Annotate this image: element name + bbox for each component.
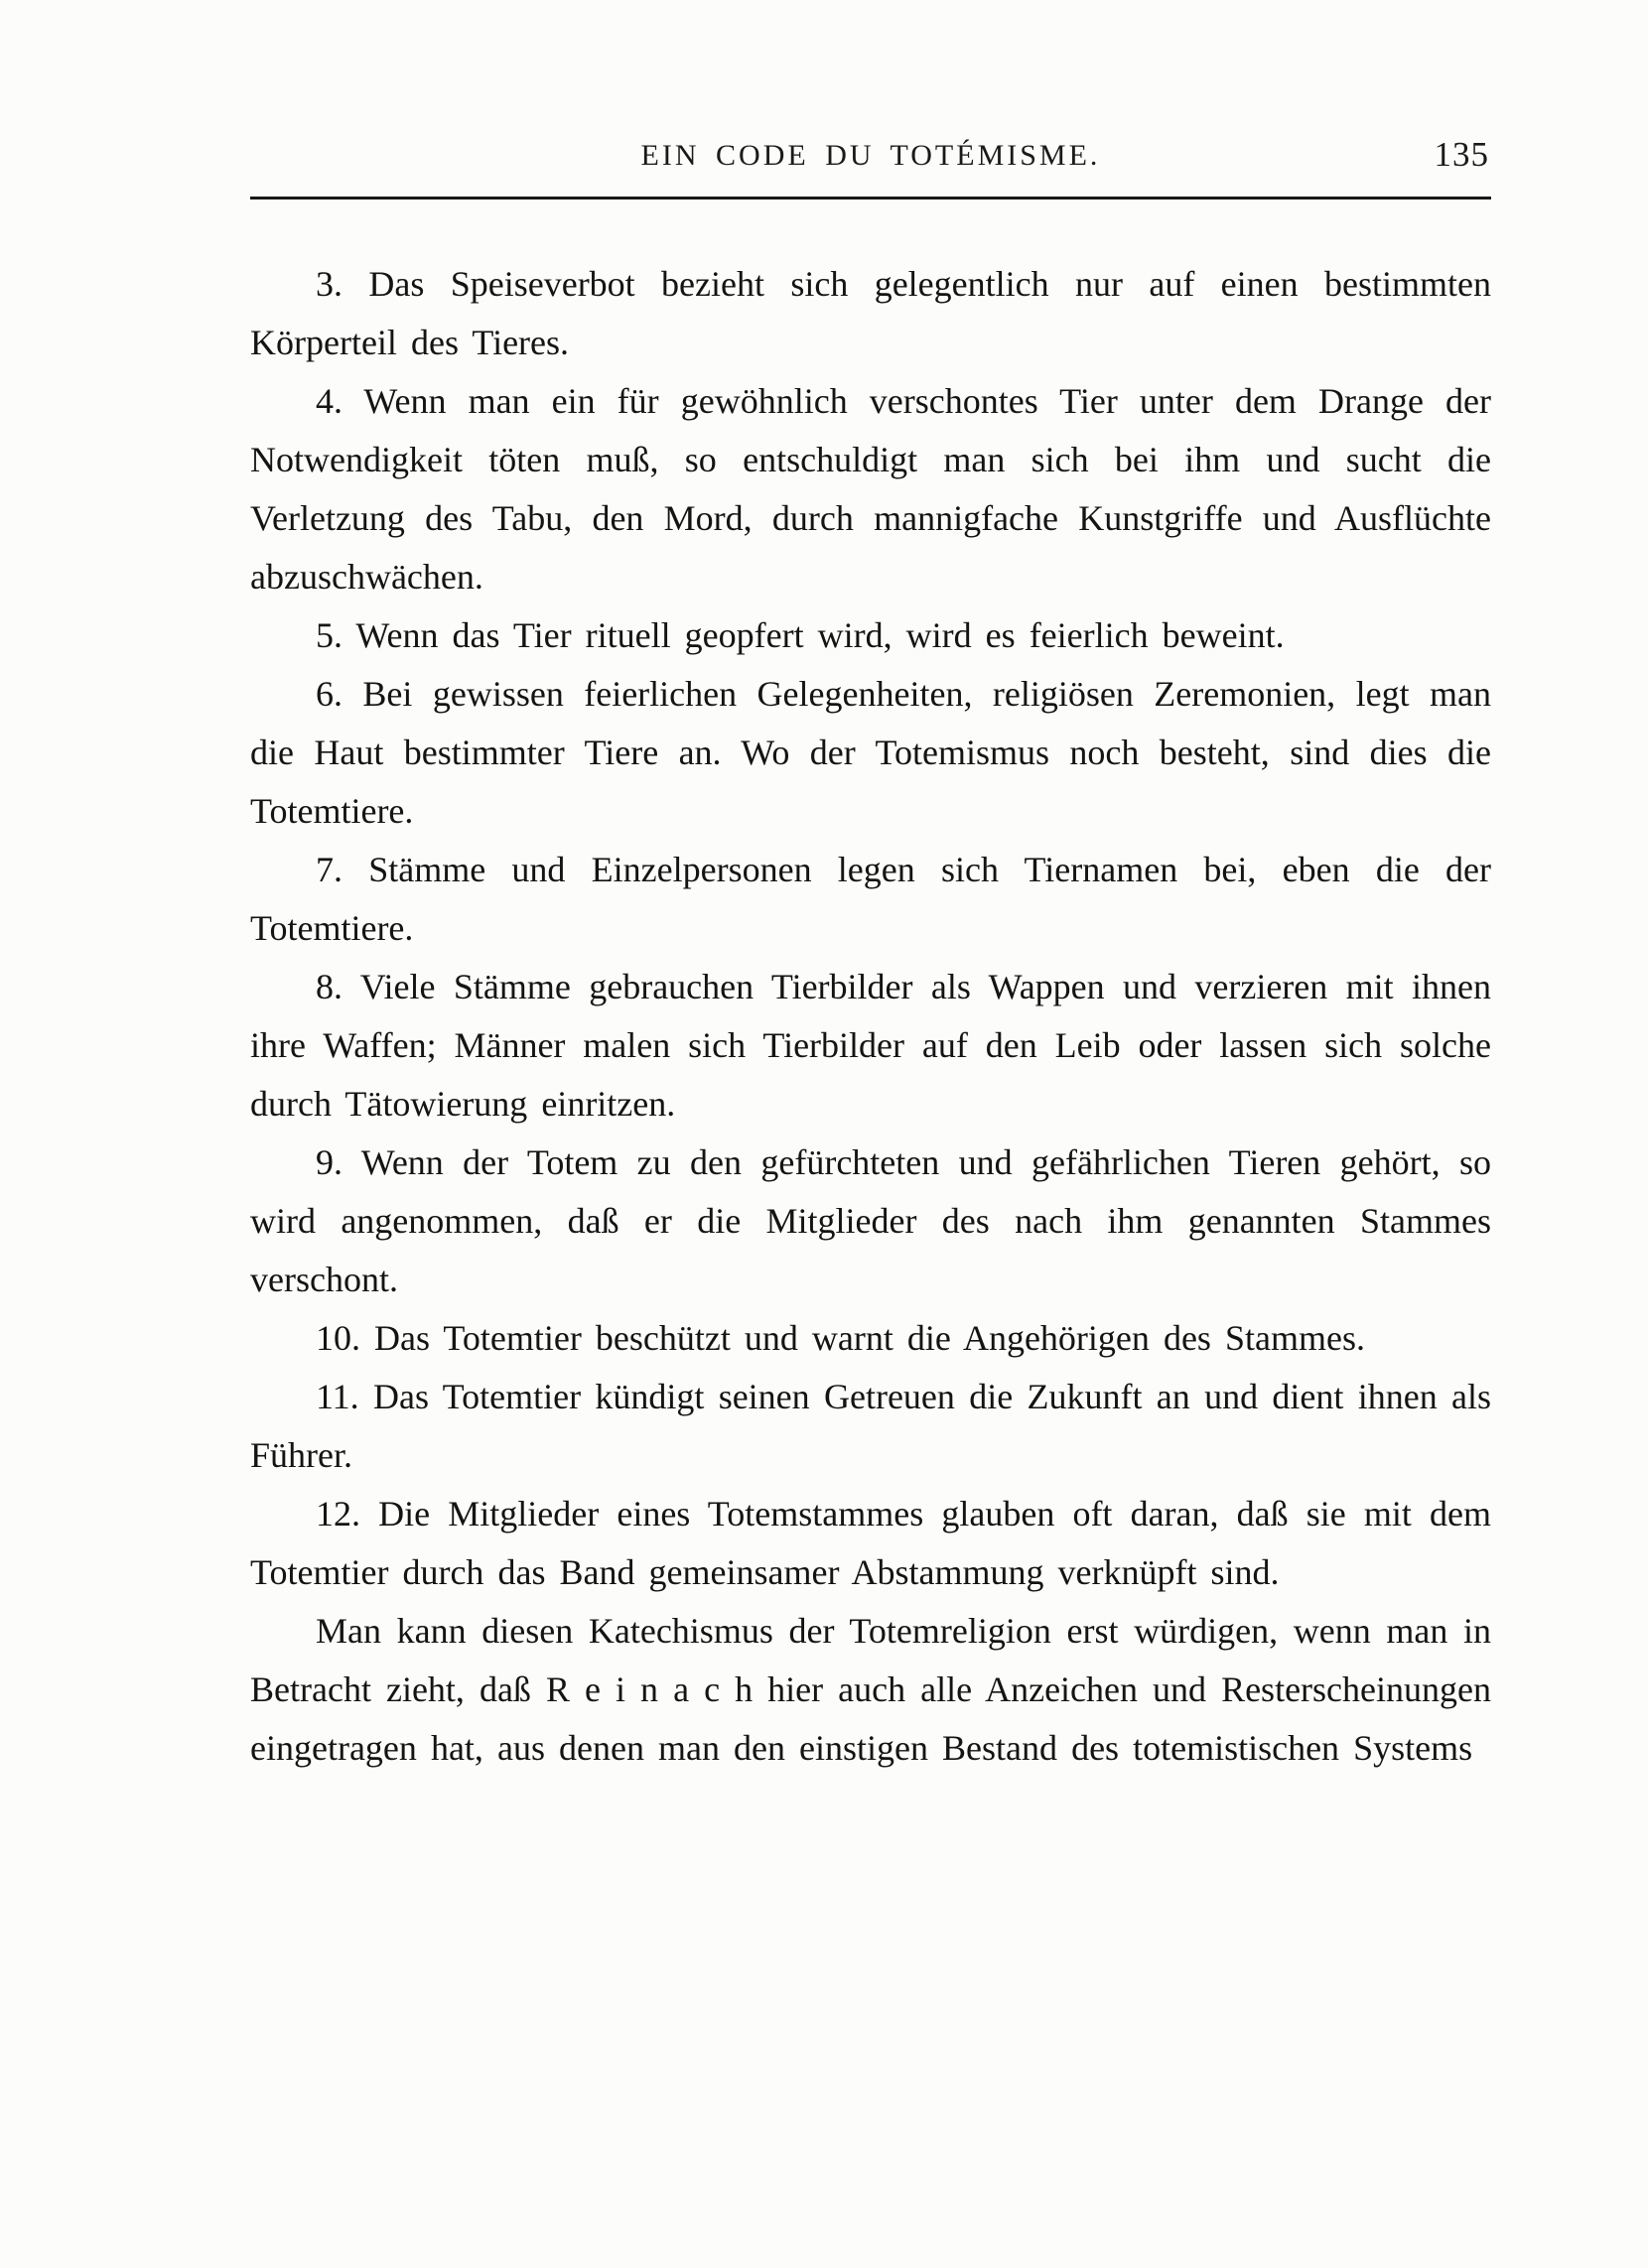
paragraph-8: 8. Viele Stämme gebrauchen Tierbilder als Wappen und verzieren mit ihnen ihre Waffen; Männer malen sich Tierbilder auf den Leib oder lassen sich solche durch Tätowierung einritzen. xyxy=(250,967,1491,1124)
paragraph-5: 5. Wenn das Tier rituell geopfert wird, wird es feierlich beweint. xyxy=(316,615,1285,655)
paragraph-12: 12. Die Mitglieder eines Totemstammes glauben oft daran, daß sie mit dem Totemtier durch das Band gemeinsamer Abstammung verknüpft sind. xyxy=(250,1494,1491,1592)
header-rule xyxy=(250,197,1491,200)
paragraph-7: 7. Stämme und Einzelpersonen legen sich Tiernamen bei, eben die der Totemtiere. xyxy=(250,850,1491,948)
paragraph-closing: Man kann diesen Katechismus der Totemreligion erst würdigen, wenn man in Betracht zieht, daß R e i n a c h hier auch alle Anzeichen und Resterscheinungen eingetragen hat, aus denen man den einstigen Bestand des totemistischen Systems xyxy=(250,1611,1491,1768)
paragraph-3: 3. Das Speiseverbot bezieht sich gelegentlich nur auf einen bestimmten Körperteil des Tieres. xyxy=(250,264,1491,362)
paragraph-4: 4. Wenn man ein für gewöhnlich verschontes Tier unter dem Drange der Notwendigkeit töten muß, so entschuldigt man sich bei ihm und sucht die Verletzung des Tabu, den Mord, durch mannigfache Kunstgriffe und Ausflüchte abzuschwächen. xyxy=(250,381,1491,597)
body-copy xyxy=(250,255,1491,1778)
running-header xyxy=(250,135,1491,191)
running-header-title: EIN CODE DU TOTÉMISME. xyxy=(640,139,1101,172)
paragraph-11: 11. Das Totemtier kündigt seinen Getreuen die Zukunft an und dient ihnen als Führer. xyxy=(250,1377,1491,1475)
paragraph-9: 9. Wenn der Totem zu den gefürchteten und gefährlichen Tieren gehört, so wird angenommen, daß er die Mitglieder des nach ihm genannten Stammes verschont. xyxy=(250,1142,1491,1299)
paragraph-10: 10. Das Totemtier beschützt und warnt die Angehörigen des Stammes. xyxy=(316,1318,1365,1358)
paragraph-6: 6. Bei gewissen feierlichen Gelegenheiten, religiösen Zeremonien, legt man die Haut bestimmter Tiere an. Wo der Totemismus noch besteht, sind dies die Totemtiere. xyxy=(250,674,1491,831)
text-block xyxy=(250,135,1491,1778)
page-number: 135 xyxy=(1434,135,1489,174)
